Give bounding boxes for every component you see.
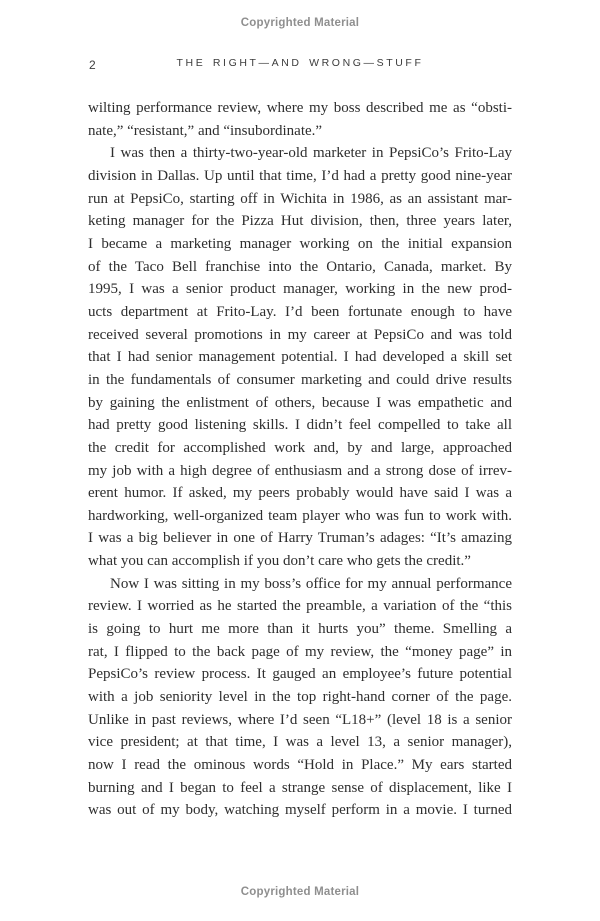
body-line: Now I was sitting in my boss’s office for my annual performance <box>110 575 512 592</box>
body-line: by gaining the enlistment of others, because I was empathetic and <box>88 394 512 411</box>
body-line: had pretty good listening skills. I didn’t feel compelled to take all <box>88 417 512 434</box>
copyright-notice-top: Copyrighted Material <box>240 17 360 29</box>
body-line: in the fundamentals of consumer marketing and could drive results <box>88 371 512 388</box>
body-line: wilting performance review, where my boss described me as “obsti- <box>88 100 512 116</box>
body-line: review. I worried as he started the preamble, a variation of the “this <box>88 598 512 615</box>
body-line: with a job seniority level in the top right-hand corner of the page. <box>88 689 512 706</box>
body-text <box>88 97 512 822</box>
body-line: I was a big believer in one of Harry Truman’s adages: “It’s amazing <box>88 530 512 547</box>
body-line: that I had senior management potential. I had developed a skill set <box>88 349 512 366</box>
body-line: ucts department at Frito-Lay. I’d been fortunate enough to have <box>88 303 512 320</box>
body-line: vice president; at that time, I was a level 13, a senior manager), <box>88 734 512 751</box>
body-line: my job with a high degree of enthusiasm and a strong dose of irrev- <box>88 462 512 479</box>
body-line: I became a marketing manager working on the initial expansion <box>88 235 512 252</box>
body-line: nate,” “resistant,” and “insubordinate.” <box>88 122 323 139</box>
body-line: what you can accomplish if you don’t care who gets the credit.” <box>88 553 471 570</box>
body-line: burning and I began to feel a strange sense of displacement, like I <box>88 779 512 796</box>
running-header: THE RIGHT—AND WRONG—STUFF <box>176 57 424 69</box>
body-line: 1995, I was a senior product manager, working in the new prod- <box>88 281 512 298</box>
body-line: of the Taco Bell franchise into the Ontario, Canada, market. By <box>88 258 512 275</box>
body-line: is going to hurt me more than it hurts you” theme. Smelling a <box>88 621 512 638</box>
body-line: rat, I flipped to the back page of my review, the “money page” in <box>88 643 512 660</box>
body-line: was out of my body, watching myself perform in a movie. I turned <box>88 802 512 819</box>
body-line: erent humor. If asked, my peers probably would have said I was a <box>88 485 512 502</box>
body-line: received several promotions in my career at PepsiCo and was told <box>88 326 512 343</box>
copyright-notice-bottom: Copyrighted Material <box>240 886 360 898</box>
body-line: keting manager for the Pizza Hut division, then, three years later, <box>88 213 512 230</box>
body-line: the credit for accomplished work and, by and large, approached <box>88 439 512 456</box>
body-line: now I read the ominous words “Hold in Place.” My ears started <box>88 757 512 774</box>
body-line: hardworking, well-organized team player who was fun to work with. <box>88 507 512 524</box>
body-line: PepsiCo’s review process. It gauged an employee’s future potential <box>88 666 512 683</box>
page-header <box>0 57 600 73</box>
body-line: run at PepsiCo, starting off in Wichita in 1986, as an assistant mar- <box>88 190 512 207</box>
body-line: I was then a thirty-two-year-old marketer in PepsiCo’s Frito-Lay <box>110 145 512 162</box>
page-number: 2 <box>89 58 97 72</box>
body-line: Unlike in past reviews, where I’d seen “L18+” (level 18 is a senior <box>88 711 512 728</box>
body-line: division in Dallas. Up until that time, I’d had a pretty good nine-year <box>88 167 512 184</box>
